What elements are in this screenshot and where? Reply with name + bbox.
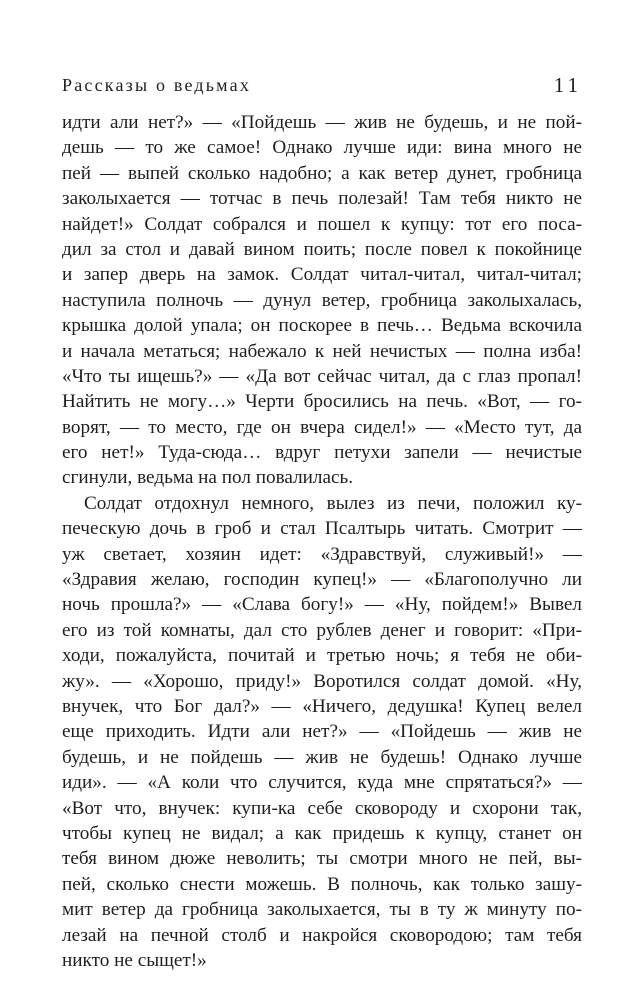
text-line: дешь — то же самое! Однако лучше иди: вина много не: [62, 137, 582, 159]
text-line: жу». — «Хорошо, приду!» Воротился солдат домой. «Ну,: [62, 670, 582, 692]
body-text: [62, 110, 582, 973]
text-line: его нет!» Туда-сюда… вдруг петухи запели — нечистые: [62, 442, 582, 464]
text-line: пей, сколько снести можешь. В полночь, как только зашу-: [62, 873, 582, 895]
text-line: будешь, и не пойдешь — жив не будешь! Однако лучше: [62, 746, 582, 768]
text-line: Солдат отдохнул немного, вылез из печи, положил ку-: [84, 492, 582, 514]
text-line: лезай на печной столб и накройся сковородою; там тебя: [62, 924, 582, 946]
text-line: уж светает, хозяин идет: «Здравствуй, служивый!» —: [62, 543, 582, 565]
text-line: еще приходить. Идти али нет?» — «Пойдешь — жив не: [62, 721, 582, 743]
text-line: Найтить не могу…» Черти бросились на печь. «Вот, — го-: [62, 391, 582, 413]
text-line: заколыхается — тотчас в печь полезай! Там тебя никто не: [62, 188, 582, 210]
page-number: 11: [553, 73, 582, 97]
text-line: «Здравия желаю, господин купец!» — «Благополучно ли: [62, 569, 582, 591]
text-line: и запер дверь на замок. Солдат читал-читал, читал-читал;: [62, 264, 582, 286]
running-header: [62, 70, 582, 100]
text-line: печескую дочь в гроб и стал Псалтырь читать. Смотрит —: [62, 518, 582, 540]
paragraph-2: [62, 491, 582, 973]
text-line: дил за стол и давай вином поить; после повел к покойнице: [62, 238, 582, 260]
text-line: сгинули, ведьма на пол повалилась.: [62, 467, 354, 489]
text-line: крышка долой упала; он поскорее в печь… Ведьма вскочила: [62, 315, 582, 337]
text-line: пей — выпей сколько надобно; а как ветер дунет, гробница: [62, 162, 582, 184]
text-line: внучек, что Бог дал?» — «Ничего, дедушка! Купец велел: [62, 695, 582, 717]
text-line: ходи, пожалуйста, почитай и третью ночь; я тебя не оби-: [62, 645, 582, 667]
text-line: идти али нет?» — «Пойдешь — жив не будешь, и не пой-: [62, 112, 582, 133]
paragraph-1: [62, 110, 582, 491]
text-line: чтобы купец не видал; а как придешь к купцу, станет он: [62, 822, 582, 844]
text-line: никто не сыщет!»: [62, 949, 207, 971]
text-line: найдет!» Солдат собрался и пошел к купцу: тот его поса-: [62, 213, 582, 235]
text-line: ночь прошла?» — «Слава богу!» — «Ну, пойдем!» Вывел: [62, 594, 582, 616]
text-line: мит ветер да гробница заколыхается, ты в ту ж минуту по-: [62, 899, 582, 921]
running-title: Рассказы о ведьмах: [62, 75, 252, 95]
text-line: иди». — «А коли что случится, куда мне спрятаться?» —: [62, 772, 582, 794]
text-line: тебя вином дюже неволить; ты смотри много не пей, вы-: [62, 848, 582, 870]
text-line: его из той комнаты, дал сто рублев денег и говорит: «При-: [62, 619, 582, 641]
text-line: ворят, — то место, где он вчера сидел!» — «Место тут, да: [62, 416, 582, 438]
text-line: и начала метаться; набежало к ней нечистых — полна изба!: [62, 340, 582, 362]
text-line: наступила полночь — дунул ветер, гробница заколыхалась,: [62, 289, 582, 311]
text-line: «Что ты ищешь?» — «Да вот сейчас читал, да с глаз пропал!: [62, 365, 582, 387]
text-line: «Вот что, внучек: купи-ка себе сковороду и схорони так,: [62, 797, 582, 819]
